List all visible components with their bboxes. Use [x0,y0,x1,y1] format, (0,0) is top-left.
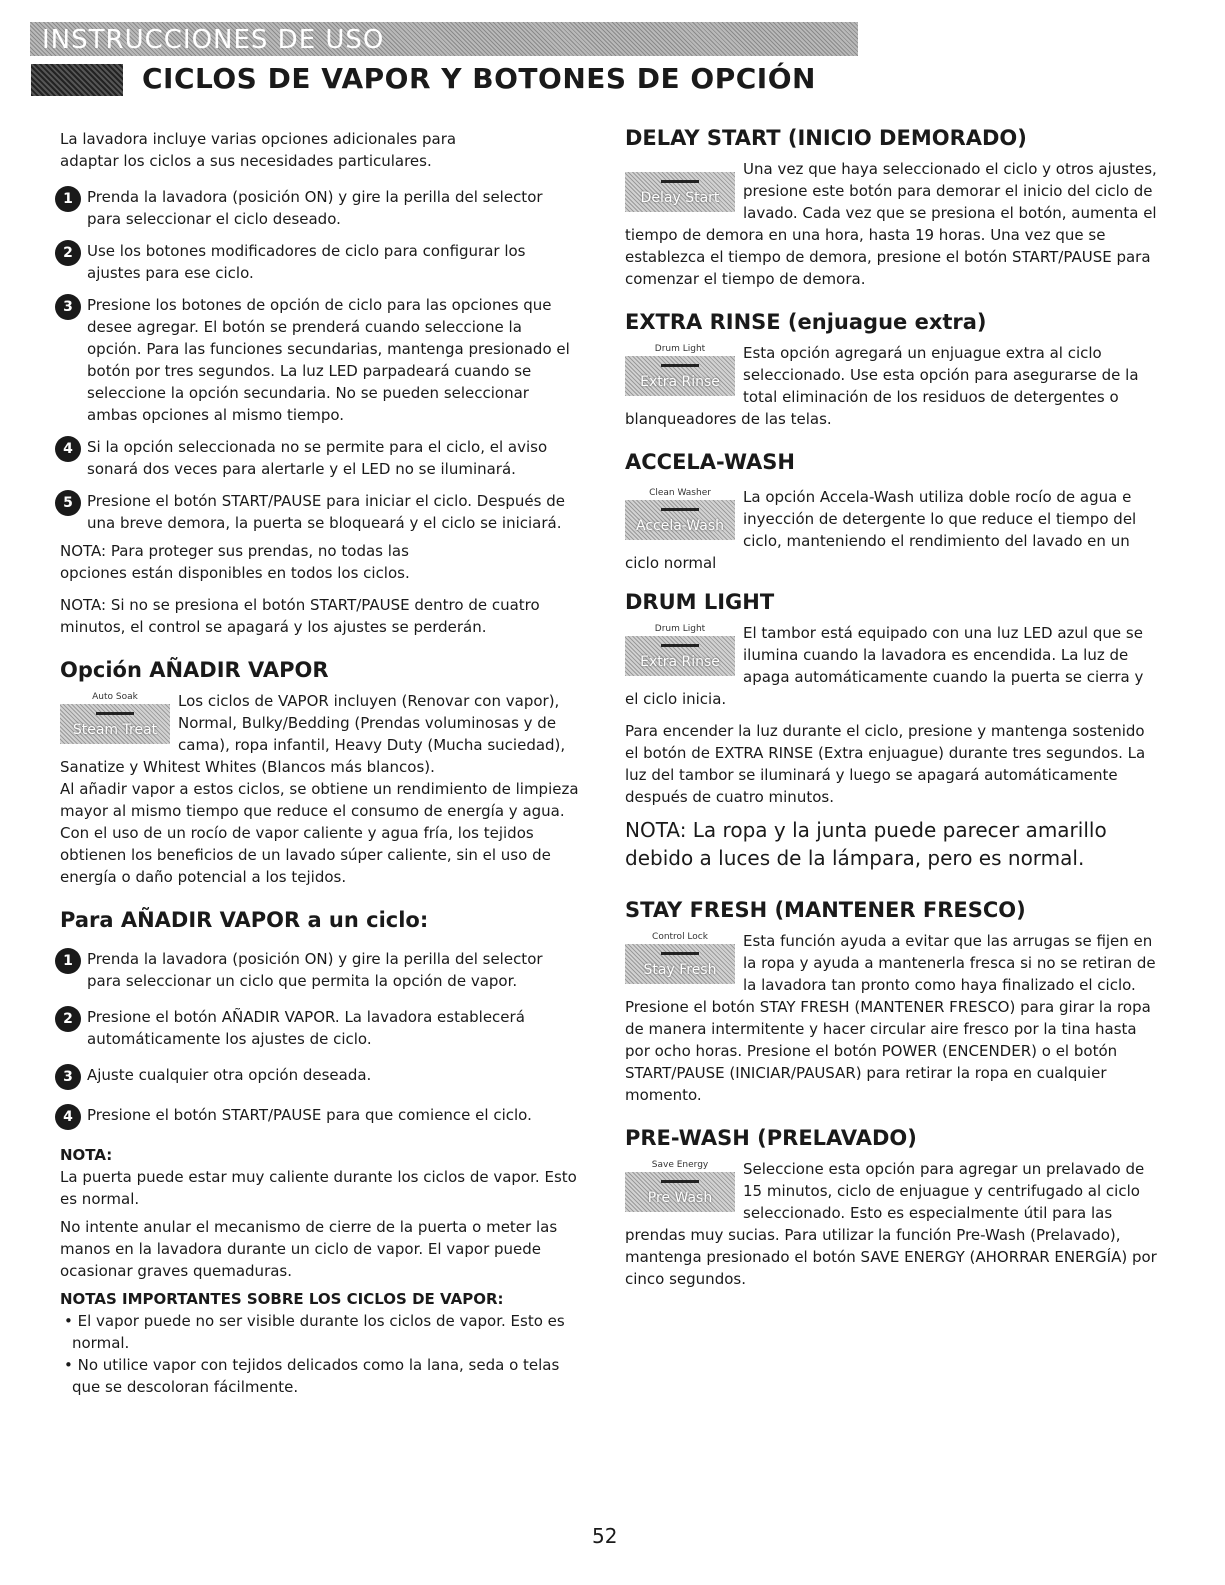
accela-wash-block [625,486,1160,574]
button-caption: Auto Soak [92,692,138,702]
drum-light-button-figure [625,622,735,676]
steam-treat-button-figure [60,690,170,744]
delay-start-block [625,158,1160,290]
intro-text: La lavadora incluye varias opciones adicionales para adaptar los ciclos a sus necesidades particulares. [60,130,457,170]
note-start-pause: NOTA: Si no se presiona el botón START/PAUSE dentro de cuatro minutos, el control se apagará y los ajustes se perderán. [60,596,540,636]
note-options: NOTA: Para proteger sus prendas, no todas las opciones están disponibles en todos los ciclos. [60,542,410,582]
important-note-bullet: • No utilice vapor con tejidos delicados como la lana, seda o telas que se descoloran fácilmente. [64,1356,560,1396]
step-text: Use los botones modificadores de ciclo para configurar los ajustes para ese ciclo. [87,242,526,282]
stay-fresh-button-figure [625,930,735,984]
drum-light-block [625,622,1160,710]
delay-start-heading: DELAY START (INICIO DEMORADO) [625,126,1027,150]
add-steam-step-4 [60,1104,580,1130]
step-number-badge: 5 [55,490,81,516]
accela-wash-button-figure [625,486,735,540]
section-title: CICLOS DE VAPOR Y BOTONES DE OPCIÓN [142,62,816,95]
steam-note-title: NOTA: [60,1146,113,1164]
extra-rinse-block [625,342,1160,430]
button-caption: Save Energy [651,1160,709,1170]
step-text: Presione los botones de opción de ciclo para las opciones que desee agregar. El botón se prenderá cuando seleccione la opción. Para las funciones secundarias, mantenga presionado el botón por tres segundos. La luz LED parpadeará cuando se seleccione la opción secundaria. No se pueden seleccionar ambas opciones al mismo tiempo. [87,296,570,424]
step-text: Presione el botón AÑADIR VAPOR. La lavadora establecerá automáticamente los ajustes de ciclo. [87,1008,525,1048]
button-caption [625,158,735,172]
button-label: Pre Wash [647,1190,713,1206]
section-marker [31,64,123,96]
button-label: Delay Start [640,190,720,206]
steam-option-text-2: Al añadir vapor a estos ciclos, se obtiene un rendimiento de limpieza mayor al mismo tiempo que reduce el consumo de energía y agua. Con el uso de un rocío de vapor caliente y agua fría, los tejidos obtienen los beneficios de un lavado súper caliente, sin el uso de energía o daño potencial a los tejidos. [60,780,579,886]
drum-light-text: El tambor está equipado con una luz LED azul que se ilumina cuando la lavadora es encendida. La luz de apaga automáticamente cuando la puerta se cierra y el ciclo inicia. [625,624,1144,708]
accela-wash-heading: ACCELA-WASH [625,450,795,474]
button-caption: Clean Washer [649,488,711,498]
drum-light-button[interactable] [625,636,735,676]
steam-option-block [60,690,580,888]
step-5 [60,490,580,534]
header-banner-text: INSTRUCCIONES DE USO [42,25,385,55]
led-indicator [96,712,134,715]
pre-wash-heading: PRE-WASH (PRELAVADO) [625,1126,917,1150]
page-number: 52 [592,1524,618,1548]
add-steam-heading: Para AÑADIR VAPOR a un ciclo: [60,908,429,932]
add-steam-step-3 [60,1064,580,1090]
extra-rinse-heading: EXTRA RINSE (enjuague extra) [625,310,987,334]
led-indicator [661,644,699,647]
step-number-badge: 2 [55,1006,81,1032]
delay-start-button[interactable] [625,172,735,212]
extra-rinse-button-figure [625,342,735,396]
steam-note-1: La puerta puede estar muy caliente durante los ciclos de vapor. Esto es normal. [60,1168,577,1208]
stay-fresh-heading: STAY FRESH (MANTENER FRESCO) [625,898,1026,922]
button-label: Extra Rinse [640,654,720,670]
step-number-badge: 4 [55,1104,81,1130]
button-label: Stay Fresh [643,962,717,978]
led-indicator [661,508,699,511]
button-caption: Drum Light [654,344,706,354]
led-indicator [661,364,699,367]
button-label: Accela-Wash [636,518,724,534]
stay-fresh-text: Esta función ayuda a evitar que las arrugas se fijen en la ropa y ayuda a mantenerla fresca si no se retiran de la lavadora tan pronto como haya finalizado el ciclo. Presione el botón STAY FRESH (MANTENER FRESCO) para girar la ropa de manera intermitente y hacer circular aire fresco por la tina hasta por ocho horas. Presione el botón POWER (ENCENDER) o el botón START/PAUSE (INICIAR/PAUSAR) para retirar la ropa en cualquier momento. [625,932,1156,1104]
stay-fresh-button[interactable] [625,944,735,984]
steam-option-text: Los ciclos de VAPOR incluyen (Renovar con vapor), Normal, Bulky/Bedding (Prendas voluminosas y de cama), ropa infantil, Heavy Duty (Mucha suciedad), Sanatize y Whitest Whites (Blancos más blancos). [60,692,566,776]
accela-wash-button[interactable] [625,500,735,540]
led-indicator [661,1180,699,1183]
extra-rinse-button[interactable] [625,356,735,396]
step-number-badge: 1 [55,186,81,212]
stay-fresh-block [625,930,1160,1106]
drum-light-heading: DRUM LIGHT [625,590,775,614]
important-notes-title: NOTAS IMPORTANTES SOBRE LOS CICLOS DE VAPOR: [60,1290,504,1308]
add-steam-step-1 [60,948,580,992]
delay-start-text: Una vez que haya seleccionado el ciclo y otros ajustes, presione este botón para demorar el inicio del ciclo de lavado. Cada vez que se presiona el botón, aumenta el tiempo de demora en una hora, hasta 19 horas. Una vez que se establezca el tiempo de demora, presione el botón START/PAUSE para comenzar el tiempo de demora. [625,160,1157,288]
accela-wash-text: La opción Accela-Wash utiliza doble rocío de agua e inyección de detergente lo que reduce el tiempo del ciclo, manteniendo el rendimiento del lavado en un ciclo normal [625,488,1137,572]
steam-note-2: No intente anular el mecanismo de cierre de la puerta o meter las manos en la lavadora durante un ciclo de vapor. El vapor puede ocasionar graves quemaduras. [60,1218,558,1280]
step-text: Ajuste cualquier otra opción deseada. [87,1066,372,1084]
important-note-bullet: • El vapor puede no ser visible durante los ciclos de vapor. Esto es normal. [64,1312,565,1352]
right-column [625,124,1160,1290]
step-number-badge: 2 [55,240,81,266]
step-3 [60,294,580,426]
extra-rinse-text: Esta opción agregará un enjuague extra al ciclo seleccionado. Use esta opción para asegurarse de la total eliminación de los residuos de detergentes o blanqueadores de las telas. [625,344,1139,428]
pre-wash-text: Seleccione esta opción para agregar un prelavado de 15 minutos, ciclo de enjuague y centrifugado al ciclo seleccionado. Esto es especialmente útil para las prendas muy sucias. Para utilizar la función Pre-Wash (Prelavado), mantenga presionado el botón SAVE ENERGY (AHORRAR ENERGÍA) por cinco segundos. [625,1160,1157,1288]
left-column [60,128,580,1398]
step-text: Presione el botón START/PAUSE para que comience el ciclo. [87,1106,532,1124]
add-steam-step-2 [60,1006,580,1050]
step-number-badge: 1 [55,948,81,974]
led-indicator [661,180,699,183]
button-label: Steam Treat [72,722,158,738]
delay-start-button-figure [625,158,735,212]
pre-wash-button[interactable] [625,1172,735,1212]
step-2 [60,240,580,284]
steam-option-heading: Opción AÑADIR VAPOR [60,658,329,682]
drum-light-note: NOTA: La ropa y la junta puede parecer amarillo debido a luces de la lámpara, pero es normal. [625,818,1107,870]
step-text: Prenda la lavadora (posición ON) y gire la perilla del selector para seleccionar un ciclo que permita la opción de vapor. [87,950,543,990]
step-text: Presione el botón START/PAUSE para iniciar el ciclo. Después de una breve demora, la puerta se bloqueará y el ciclo se iniciará. [87,492,565,532]
button-label: Extra Rinse [640,374,720,390]
step-number-badge: 3 [55,1064,81,1090]
steam-treat-button[interactable] [60,704,170,744]
button-caption: Control Lock [652,932,708,942]
step-number-badge: 4 [55,436,81,462]
drum-light-text-2: Para encender la luz durante el ciclo, presione y mantenga sostenido el botón de EXTRA RINSE (Extra enjuague) durante tres segundos. La luz del tambor se iluminará y luego se apagará automáticamente después de cuatro minutos. [625,722,1146,806]
step-number-badge: 3 [55,294,81,320]
pre-wash-button-figure [625,1158,735,1212]
step-1 [60,186,580,230]
step-text: Prenda la lavadora (posición ON) y gire la perilla del selector para seleccionar el ciclo deseado. [87,188,543,228]
button-caption: Drum Light [654,624,706,634]
pre-wash-block [625,1158,1160,1290]
step-text: Si la opción seleccionada no se permite para el ciclo, el aviso sonará dos veces para alertarle y el LED no se iluminará. [87,438,548,478]
led-indicator [661,952,699,955]
step-4 [60,436,580,480]
